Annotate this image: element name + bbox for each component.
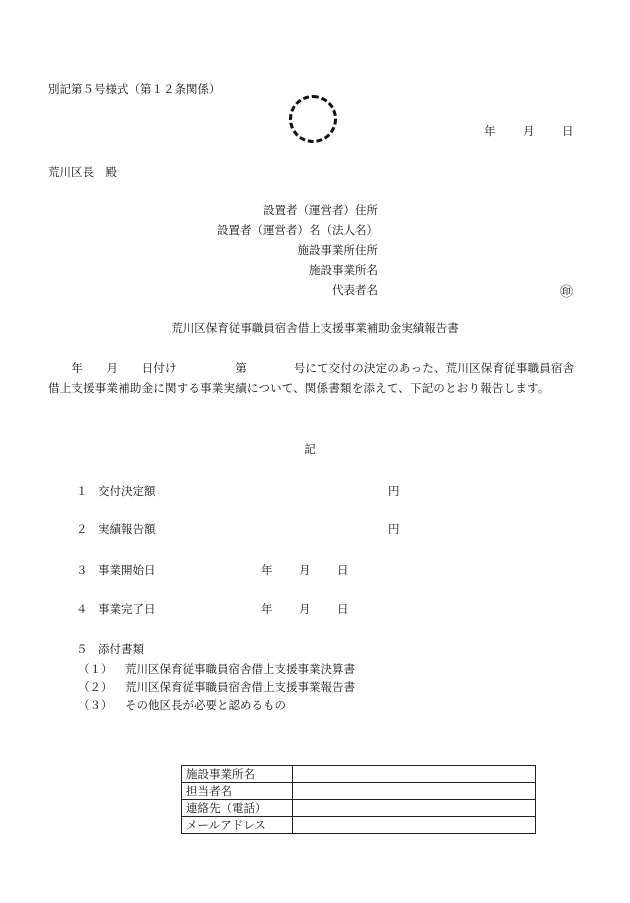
- contact-label: 連絡先（電話）: [182, 800, 293, 817]
- table-row: [182, 817, 536, 834]
- item4-label: 事業完了日: [98, 602, 156, 616]
- contact-value-field[interactable]: [293, 817, 536, 834]
- applicant-name-label: 設置者（運営者）名（法人名）: [217, 223, 378, 237]
- attachment-1-text: 荒川区保育従事職員宿舎借上支援事業決算書: [125, 662, 355, 676]
- item4-day: 日: [337, 602, 349, 616]
- contact-table: [181, 765, 536, 834]
- contact-label: メールアドレス: [182, 817, 293, 834]
- attachment-2-text: 荒川区保育従事職員宿舎借上支援事業報告書: [125, 680, 355, 694]
- body-paragraph: 年 月 日付け 第 号にて交付の決定のあった、荒川区保育従事職員宿舎借上支援事業補助金に関する事業実績について、関係書類を添えて、下記のとおり報告します。: [48, 361, 575, 395]
- item4-number: ４: [76, 602, 88, 616]
- applicant-address-label: 設置者（運営者）住所: [263, 203, 378, 217]
- ki-marker: 記: [304, 442, 316, 456]
- item2-label: 実績報告額: [98, 522, 156, 536]
- item5-number: ５: [76, 642, 88, 656]
- attachment-2-number: （２）: [78, 680, 113, 694]
- item3-number: ３: [76, 563, 88, 577]
- item1-unit: 円: [388, 484, 400, 498]
- contact-value-field[interactable]: [293, 800, 536, 817]
- receipt-stamp-circle: [289, 95, 337, 143]
- item5-label: 添付書類: [98, 642, 144, 656]
- attachment-3-text: その他区長が必要と認めるもの: [125, 698, 286, 712]
- addressee: 荒川区長 殿: [48, 165, 117, 179]
- contact-value-field[interactable]: [293, 783, 536, 800]
- attachment-3-number: （３）: [78, 698, 113, 712]
- item3-year: 年: [261, 563, 273, 577]
- table-row: [182, 783, 536, 800]
- attachment-1-number: （１）: [78, 662, 113, 676]
- representative-label: 代表者名: [332, 283, 378, 297]
- item1-label: 交付決定額: [98, 484, 156, 498]
- table-row: [182, 800, 536, 817]
- date-day: 日: [562, 124, 574, 138]
- table-row: [182, 766, 536, 783]
- contact-label: 施設事業所名: [182, 766, 293, 783]
- contact-value-field[interactable]: [293, 766, 536, 783]
- facility-address-label: 施設事業所住所: [297, 243, 378, 257]
- item3-day: 日: [337, 563, 349, 577]
- item2-number: ２: [76, 522, 88, 536]
- item2-unit: 円: [388, 522, 400, 536]
- facility-name-label: 施設事業所名: [309, 263, 378, 277]
- form-number: 別記第５号様式（第１２条関係）: [48, 82, 221, 96]
- date-month: 月: [523, 124, 535, 138]
- contact-label: 担当者名: [182, 783, 293, 800]
- item4-year: 年: [261, 602, 273, 616]
- date-year: 年: [484, 124, 496, 138]
- seal-mark: ㊞: [560, 285, 574, 300]
- document-title: 荒川区保育従事職員宿舎借上支援事業補助金実績報告書: [171, 321, 459, 335]
- item1-number: １: [76, 484, 88, 498]
- item4-month: 月: [299, 602, 311, 616]
- item3-month: 月: [299, 563, 311, 577]
- item3-label: 事業開始日: [98, 563, 156, 577]
